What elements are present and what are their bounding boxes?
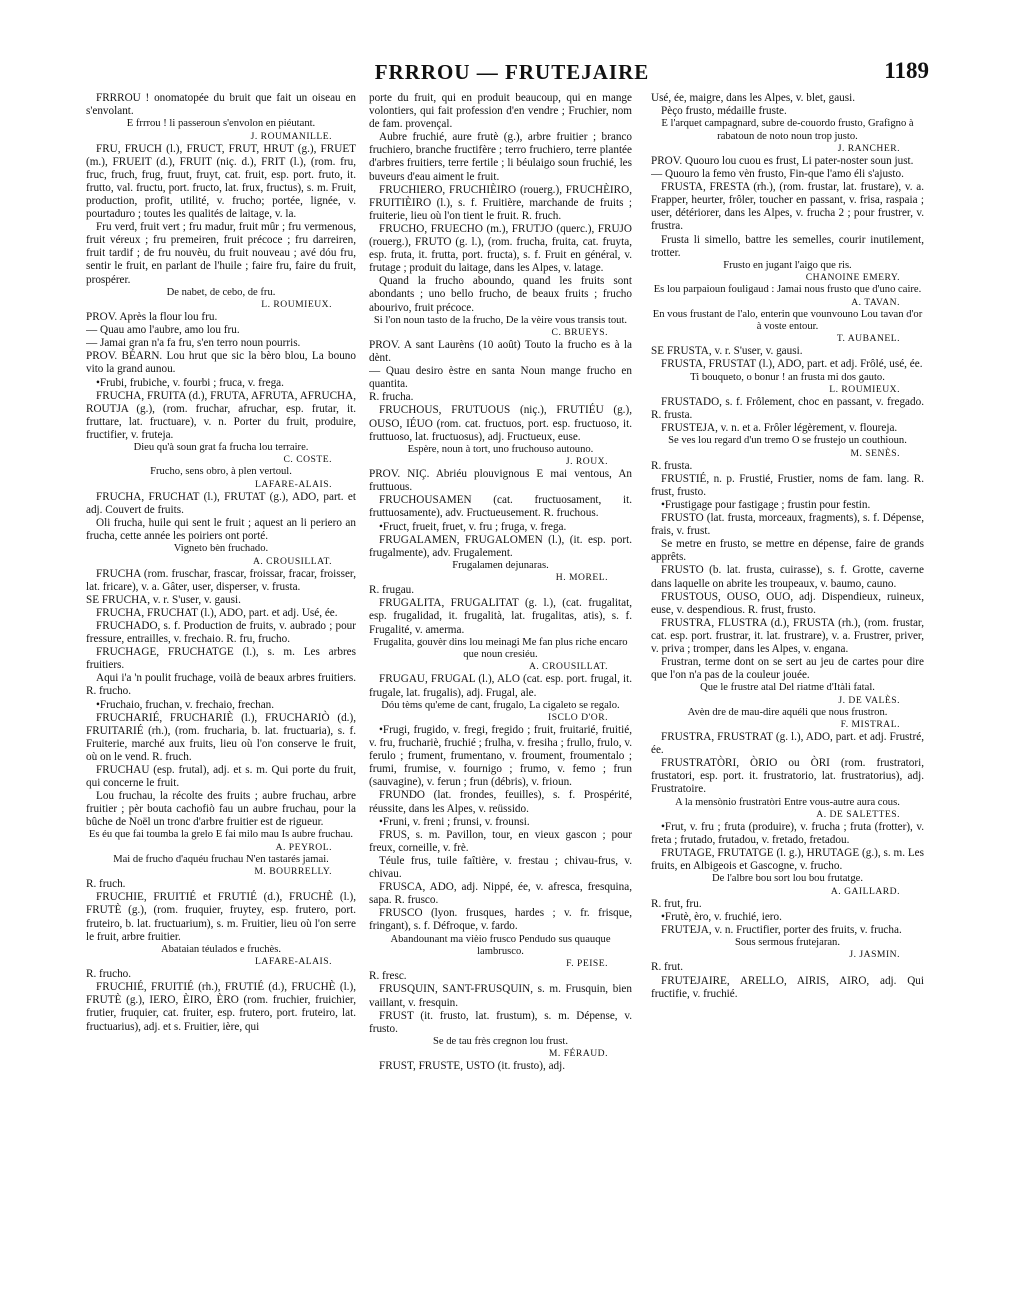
- entry-line: R. frucha.: [369, 391, 414, 404]
- quotation-author: C. BRUEYS.: [551, 327, 608, 338]
- entry-line: — Jamai gran n'a fa fru, s'en terro noun pourris.: [86, 337, 301, 350]
- entry-line: porte du fruit, qui en produit beaucoup, qui en mange volontiers, qui fait profession d'en vendre ; Fruchier, nom de fam. provençal.: [369, 92, 632, 131]
- entry-line: PROV. Quouro lou cuou es frust, Li pater-noster soun just.: [651, 155, 914, 167]
- quotation: Es éu que fai toumba la grelo E fai milo mau Is aubre fruchau.: [88, 829, 354, 841]
- quotation: A la mensònio frustratòri Entre vous-autre aura cous.: [675, 796, 900, 808]
- quotation: En vous frustant de l'alo, enterin que vounvouno Lou tavan d'or à voste entour.: [652, 308, 923, 332]
- quotation-author: M. BOURRELLY.: [254, 866, 332, 878]
- quotation: Sous sermous frutejaran.: [734, 937, 841, 948]
- quotation: De l'albre bou sort lou bou frutatge.: [711, 873, 864, 885]
- entry-line: R. frugau.: [369, 584, 415, 597]
- dictionary-entry: FRUSTA, FRESTA (rh.), (rom. frustar, lat. frustare), v. a. Frapper, heurter, frôler, toucher en passant, v. frisa, raspaia ; user, détériorer, dans les Alpes, v. frucha 2 ; pour frustrer, v. frustra.: [651, 181, 924, 233]
- quotation-author: L. ROUMIEUX.: [261, 299, 332, 311]
- dictionary-entry: •Frugi, frugido, v. fregi, fregido ; fruit, fruitarié, fruitié, v. fru, fruchariè, fruchié ; frulha, v. fresiha ; frullo, frulo, v. ferulo ; frument, frumentano, v. froument, froumentalo ; frumi, frumise, v. fournigo ; frumo, v. femo ; frun (sauvagine), v. ferun ; frun (débris), v. frioun.: [369, 724, 632, 789]
- dictionary-entry: FRUSTRA, FLUSTRA (d.), FRUSTA (rh.), (rom. frustar, cat. esp. port. frustrar, it. lat. frustrare), v. a. Frustrer, priver, v. priva ; tromper, dans les Alpes, v. engana.: [651, 616, 924, 655]
- quotation-author: A. DE SALETTES.: [816, 808, 900, 820]
- entry-line: R. frut, fru.: [651, 897, 702, 910]
- quotation-author: H. MOREL.: [555, 572, 608, 584]
- dictionary-entry: FRUSTIÉ, n. p. Frustié, Frustier, noms de fam. lang. R. frust, frusto.: [651, 472, 924, 498]
- quotation: Se ves lou regard d'un tremo O se frustejo un couthioun.: [668, 435, 907, 447]
- dictionary-entry: FRUGAU, FRUGAL (l.), ALO (cat. esp. port. frugal, it. frugale, lat. frugalis), adj. Frugal, ale.: [369, 673, 632, 699]
- dictionary-entry: •Fruni, v. freni ; frunsi, v. frounsi.: [379, 815, 530, 828]
- dictionary-entry: Frustran, terme dont on se sert au jeu de cartes pour dire que l'on n'a pas de la couleur jouée.: [651, 656, 924, 682]
- dictionary-entry: FRUSTADO, s. f. Frôlement, choc en passant, v. fregado. R. frusta.: [651, 395, 924, 422]
- dictionary-entry: FRUCHAU (esp. frutal), adj. et s. m. Qui porte du fruit, qui concerne le fruit.: [86, 763, 356, 790]
- dictionary-entry: FRUCHOUSAMEN (cat. fructuosament, it. fruttuosamente), adv. Fructueusement. R. fruchous.: [369, 494, 632, 520]
- quotation: Frugalita, gouvèr dins lou meinagi Me fan plus riche encaro que noun cresiéu.: [373, 636, 628, 660]
- entry-line: SE FRUSTA, v. r. S'user, v. gausi.: [651, 345, 803, 358]
- entry-line: — Quau amo l'aubre, amo lou fru.: [86, 324, 240, 337]
- quotation: De nabet, de cebo, de fru.: [166, 286, 276, 298]
- dictionary-entry: Téule frus, tuile faîtière, v. frestau ; chivau-frus, v. chivau.: [369, 854, 632, 881]
- quotation: Abataian téulados e fruchès.: [160, 943, 281, 955]
- quotation: Abandounant ma vièio frusco Pendudo sus quauque lambrusco.: [390, 933, 611, 957]
- dictionary-entry: FRUGALITA, FRUGALITAT (g. l.), (cat. frugalitat, esp. frugalidad, it. frugalità, lat. frugalitas, atis), s. f. Frugalité, v. amerma.: [369, 597, 632, 636]
- entry-line: PROV. BÉARN. Lou hrut que sic la bèro blou, La bouno vito la grand aunou.: [86, 350, 356, 376]
- quotation-author: A. TAVAN.: [851, 296, 900, 308]
- entry-line: SE FRUCHA, v. r. S'user, v. gausi.: [86, 593, 241, 606]
- running-title: FRRROU — FRUTEJAIRE: [374, 60, 650, 84]
- dictionary-entry: •Frut, v. fru ; fruta (produire), v. frucha ; fruta (frotter), v. freta ; frutado, frutadou, v. fretado, fretadou.: [651, 820, 924, 847]
- dictionary-entry: FRUSTA, FRUSTAT (l.), ADO, part. et adj. Frôlé, usé, ée.: [661, 358, 923, 371]
- dictionary-entry: FRUCHIERO, FRUCHIÈIRO (rouerg.), FRUCHÈIRO, FRUITIÈIRO (l.), s. f. Fruitière, marchande de fruits ; fruiterie, lieu où l'on tient le fruit. R. fruch.: [369, 183, 632, 222]
- dictionary-entry: FRUCHIÉ, FRUITIÉ (rh.), FRUTIÉ (d.), FRUCHÈ (l.), FRUTÈ (g.), IERO, ÈIRO, ÈRO (rom. fruchier, fruichier, frutier, fruquier, cat. fruiter, esp. frutero, port. fruteiro, lat. fructuarius), adj. et s. Fruitier, ière, qui: [86, 981, 356, 1033]
- dictionary-entry: FRUCHA (rom. fruschar, frascar, froissar, fracar, froisser, lat. fricare), v. a. Gâter, user, disperser, v. frusta.: [86, 567, 356, 593]
- dictionary-entry: Frusta li simello, battre les semelles, courir inutilement, trotter.: [651, 233, 924, 259]
- quotation-author: M. FÉRAUD.: [548, 1048, 608, 1060]
- entry-line: R. frut.: [651, 961, 684, 974]
- column-left: [86, 92, 356, 1282]
- dictionary-entry: FRUCHARIÉ, FRUCHARIÈ (l.), FRUCHARIÒ (d.), FRUITARIÉ (rh.), (rom. frucharia, b. lat. fructuaria), s. f. Fruiterie, marché aux fruits, lieu où l'on conserve le fruit, où on le vend. R. fruch.: [86, 711, 356, 763]
- dictionary-entry: Se metre en frusto, se mettre en dépense, faire de grands apprêts.: [651, 538, 924, 564]
- page-header: [0, 58, 1024, 90]
- entry-line: PROV. NIÇ. Abriéu plouvignous E mai ventous, An fruttuous.: [369, 468, 632, 494]
- quotation: E l'arquet campagnard, subre de-couordo frusto, Grafigno à rabatoun de noto noun trop justo.: [661, 118, 914, 142]
- dictionary-entry: Aqui i'a 'n poulit fruchage, voilà de beaux arbres fruitiers. R. frucho.: [86, 672, 356, 698]
- quotation-author: J. RANCHER.: [837, 143, 900, 154]
- quotation: Dieu qu'à soun grat fa frucha lou terraire.: [133, 441, 309, 453]
- quotation: Si l'on noun tasto de la frucho, De la vèire vous transis tout.: [373, 314, 628, 326]
- dictionary-entry: FRUSTO (b. lat. frusta, cuirasse), s. f. Grotte, caverne dans laquelle on abrite les troupeaux, v. baumo, cauno.: [651, 564, 924, 590]
- quotation: Avèn dre de mau-dire aquéli que nous frustron.: [687, 706, 888, 718]
- dictionary-entry: FRUSCO (lyon. frusques, hardes ; v. fr. frisque, fringant), s. f. Défroque, v. fardo.: [369, 907, 632, 933]
- quotation: Mai de frucho d'aquéu fruchau N'en tastarés jamai.: [113, 853, 329, 865]
- quotation-author: M. SENÈS.: [850, 447, 900, 459]
- dictionary-entry: •Fruct, frueit, fruet, v. fru ; fruga, v. frega.: [379, 520, 567, 533]
- dictionary-entry: FRUCHADO, s. f. Production de fruits, v. aubrado ; pour fressure, entrailles, v. frechaio. R. fru, frucho.: [86, 619, 356, 646]
- quotation-author: T. AUBANEL.: [836, 333, 900, 345]
- quotation-author: A. CROUSILLAT.: [528, 661, 608, 673]
- quotation-author: A. PEYROL.: [275, 841, 332, 853]
- quotation-author: J. ROUX.: [565, 456, 608, 468]
- dictionary-entry: •Frutè, èro, v. fruchié, iero.: [661, 910, 782, 923]
- dictionary-entry: FRUCHO, FRUECHO (m.), FRUTJO (querc.), FRUJO (rouerg.), FRUTO (g. l.), (rom. frucha, fruita, cat. fruyta, esp. fruta, it. frutta, port. fructa), s. f. Fruit en général, v. frutage ; produit du laitage, dans les Alpes, v. latage.: [369, 222, 632, 275]
- dictionary-entry: FRUST, FRUSTE, USTO (it. frusto), adj.: [379, 1060, 566, 1073]
- quotation-author: F. PEISE.: [566, 958, 608, 970]
- quotation-author: LAFARE-ALAIS.: [255, 478, 332, 490]
- dictionary-entry: FRUTEJA, v. n. Fructifier, porter des fruits, v. frucha.: [661, 923, 902, 936]
- dictionary-entry: FRUSTRATÒRI, ÒRIO ou ÒRI (rom. frustratori, frustatori, esp. port. it. frustratorio, lat. frustratorius), adj. Frustratoire.: [651, 757, 924, 796]
- dictionary-entry: FRUSCA, ADO, adj. Nippé, ée, v. afresca, fresquina, sapa. R. frusco.: [369, 881, 632, 907]
- quotation: Frucho, sens obro, à plen vertoul.: [150, 466, 292, 478]
- dictionary-entry: FRUNDO (lat. frondes, feuilles), s. f. Prospérité, réussite, dans les Alpes, v. reüssido.: [369, 789, 632, 815]
- dictionary-entry: FRUST (it. frusto, lat. frustum), s. m. Dépense, v. frusto.: [369, 1009, 632, 1035]
- page-number: 1189: [884, 58, 929, 83]
- entry-line: PROV. Après la flour lou fru.: [86, 311, 218, 324]
- quotation: Ti bouqueto, o bonur ! an frusta mi dos gauto.: [690, 371, 885, 383]
- quotation: Es lou parpaioun fouligaud : Jamai nous frusto que d'uno caire.: [653, 284, 922, 296]
- dictionary-entry: FRUSTRA, FRUSTRAT (g. l.), ADO, part. et adj. Frustré, ée.: [651, 731, 924, 757]
- quotation-author: J. DE VALÈS.: [838, 694, 900, 706]
- dictionary-entry: FRUCHA, FRUCHAT (l.), FRUTAT (g.), ADO, part. et adj. Couvert de fruits.: [86, 490, 356, 516]
- quotation: Frusto en jugant l'aigo que ris.: [723, 259, 852, 271]
- dictionary-entry: •Frustigage pour fastigage ; frustin pour festin.: [661, 498, 871, 511]
- dictionary-entry: Lou fruchau, la récolte des fruits ; aubre fruchau, arbre fruitier ; pèr bouta cachofiò fau un aubre fruchau, pour la bûche de Noël un tronc d'arbre fruitier est de rigueur.: [86, 790, 356, 829]
- entry-line: R. fruch.: [86, 878, 126, 891]
- quotation: Espère, noun à tort, uno fruchouso autouno.: [407, 443, 594, 455]
- quotation: Frugalamen dejunaras.: [452, 559, 549, 571]
- dictionary-entry: FRUCHOUS, FRUTUOUS (niç.), FRUTIÉU (g.), OUSO, IÉUO (rom. cat. fructuos, port. esp. fructuoso, it. fruttuoso, lat. fructuosus), adj. Fructueux, euse.: [369, 404, 632, 443]
- entry-line: Usé, ée, maigre, dans les Alpes, v. blet, gausi.: [651, 92, 856, 104]
- entry-line: R. frusta.: [651, 459, 693, 472]
- entry-line: R. fresc.: [369, 970, 407, 983]
- quotation-author: L. ROUMIEUX.: [829, 383, 900, 395]
- entry-line: R. frucho.: [86, 968, 132, 981]
- dictionary-entry: FRUTAGE, FRUTATGE (l. g.), HRUTAGE (g.), s. m. Les fruits, en Albigeois et Gascogne, v. frucho.: [651, 847, 924, 873]
- dictionary-entry: •Frubi, frubiche, v. fourbi ; fruca, v. frega.: [96, 376, 284, 389]
- quotation-author: J. ROUMANILLE.: [250, 130, 332, 142]
- column-middle: [369, 92, 632, 1282]
- quotation-author: LAFARE-ALAIS.: [255, 956, 332, 968]
- quotation: Se de tau frès cregnon lou frust.: [432, 1035, 569, 1047]
- quotation: Dóu tèms qu'eme de cant, frugalo, La cigaleto se regalo.: [381, 699, 620, 711]
- dictionary-entry: FRUGALAMEN, FRUGALOMEN (l.), (it. esp. port. frugalmente), adv. Frugalement.: [369, 533, 632, 559]
- column-right: [651, 92, 924, 1282]
- dictionary-entry: Fru verd, fruit vert ; fru madur, fruit mûr ; fru vermenous, fruit véreux ; fru premeiren, fruit précoce ; fru darreiren, fruit tardif ; de fru nouvèu, du fruit nouveau ; avé dóu fru, sentir le fruit, en parlant de l'huile ; faire fru, faire du fruit, prospérer.: [86, 221, 356, 286]
- quotation-author: CHANOINE EMERY.: [805, 272, 900, 284]
- dictionary-entry: FRRROU ! onomatopée du bruit que fait un oiseau en s'envolant.: [86, 92, 356, 118]
- dictionary-entry: •Fruchaio, fruchan, v. frechaio, frechan.: [96, 698, 275, 711]
- quotation-author: J. JASMIN.: [849, 949, 900, 961]
- dictionary-entry: FRU, FRUCH (l.), FRUCT, FRUT, HRUT (g.), FRUET (m.), FRUEIT (d.), FRUIT (niç. d.), FRIT (l.), (rom. fru, fruc, fruch, frug, fruut, fruyt, cat. fruit, esp. port. fruto, it. frutto, val. fructu, port. fructo, lat. frux, fructus), s. m. Fruit, production, profit, utilité, v. frucho; portée, lignée, v. pourtaduro ; toutes les qualités de laitage, v. la.: [86, 142, 356, 221]
- dictionary-entry: FRUCHAGE, FRUCHATGE (l.), s. m. Les arbres fruitiers.: [86, 646, 356, 672]
- dictionary-entry: Oli frucha, huile qui sent le fruit ; aquest an li periero an frucha, cette année les poiriers ont porté.: [86, 516, 356, 543]
- dictionary-entry: FRUS, s. m. Pavillon, tour, en vieux gascon ; pour freux, corneille, v. frè.: [369, 828, 632, 854]
- quotation-author: ISCLO D'OR.: [548, 712, 608, 723]
- dictionary-entry: Pèço frusto, médaille fruste.: [661, 105, 787, 118]
- quotation: Vigneto bèn fruchado.: [173, 543, 269, 555]
- quotation-author: A. GAILLARD.: [830, 885, 900, 897]
- quotation: Que le frustre atal Del riatme d'Itàli fatal.: [700, 682, 875, 694]
- entry-line: — Quau desiro èstre en santa Noun mange frucho en quantita.: [369, 365, 632, 391]
- dictionary-entry: FRUSQUIN, SANT-FRUSQUIN, s. m. Frusquin, bien vaillant, v. fresquin.: [369, 983, 632, 1009]
- dictionary-entry: FRUCHA, FRUITA (d.), FRUTA, AFRUTA, AFRUCHA, ROUTJA (g.), (rom. fruchar, afruchar, esp. frutar, it. fruttare, lat. fructuare), v. n. Porter du fruit, produire, fructifier, v. fruteja.: [86, 389, 356, 441]
- dictionary-entry: FRUSTOUS, OUSO, OUO, adj. Dispendieux, ruineux, euse, v. despendious. R. frust, frusto.: [651, 590, 924, 616]
- quotation: E frrrou ! li passeroun s'envolon en piéutant.: [126, 118, 316, 130]
- entry-line: PROV. A sant Laurèns (10 août) Touto la frucho es à la dènt.: [369, 339, 632, 365]
- quotation-author: F. MISTRAL.: [840, 719, 900, 731]
- entry-line: — Quouro la femo vèn frusto, Fin-que l'amo éli s'ajusto.: [651, 168, 904, 181]
- dictionary-entry: Quand la frucho aboundo, quand les fruits sont abondants ; uno bello frucho, de beaux fruits ; frucho abourivo, fruit précoce.: [369, 275, 632, 314]
- dictionary-entry: FRUCHA, FRUCHAT (l.), ADO, part. et adj. Usé, ée.: [96, 606, 338, 619]
- dictionary-entry: FRUSTO (lat. frusta, morceaux, fragments), s. f. Dépense, frais, v. frust.: [651, 512, 924, 538]
- quotation-author: A. CROUSILLAT.: [252, 555, 332, 567]
- dictionary-entry: FRUSTEJA, v. n. et a. Frôler légèrement, v. floureja.: [661, 422, 898, 435]
- dictionary-entry: FRUTEJAIRE, ARELLO, AIRIS, AIRO, adj. Qui fructifie, v. fruchié.: [651, 974, 924, 1000]
- dictionary-entry: FRUCHIE, FRUITIÉ et FRUTIÉ (d.), FRUCHÈ (l.), FRUTÈ (g.), (rom. fruquier, fruytey, esp. frutero, port. fruteiro, b. lat. fructuarium), s. m. Fruitier, lieu où l'on serre le fruit, arbre fruitier.: [86, 891, 356, 943]
- quotation-author: C. COSTE.: [283, 454, 332, 466]
- dictionary-entry: Aubre fruchié, aure frutè (g.), arbre fruitier ; branco fruchiero, branche fructifère ; terro fruchiero, terre plantée d'arbres fruitiers, terre fertile ; li béulaigo soun fruchié, les buveurs d'eau aiment le fruit.: [369, 131, 632, 183]
